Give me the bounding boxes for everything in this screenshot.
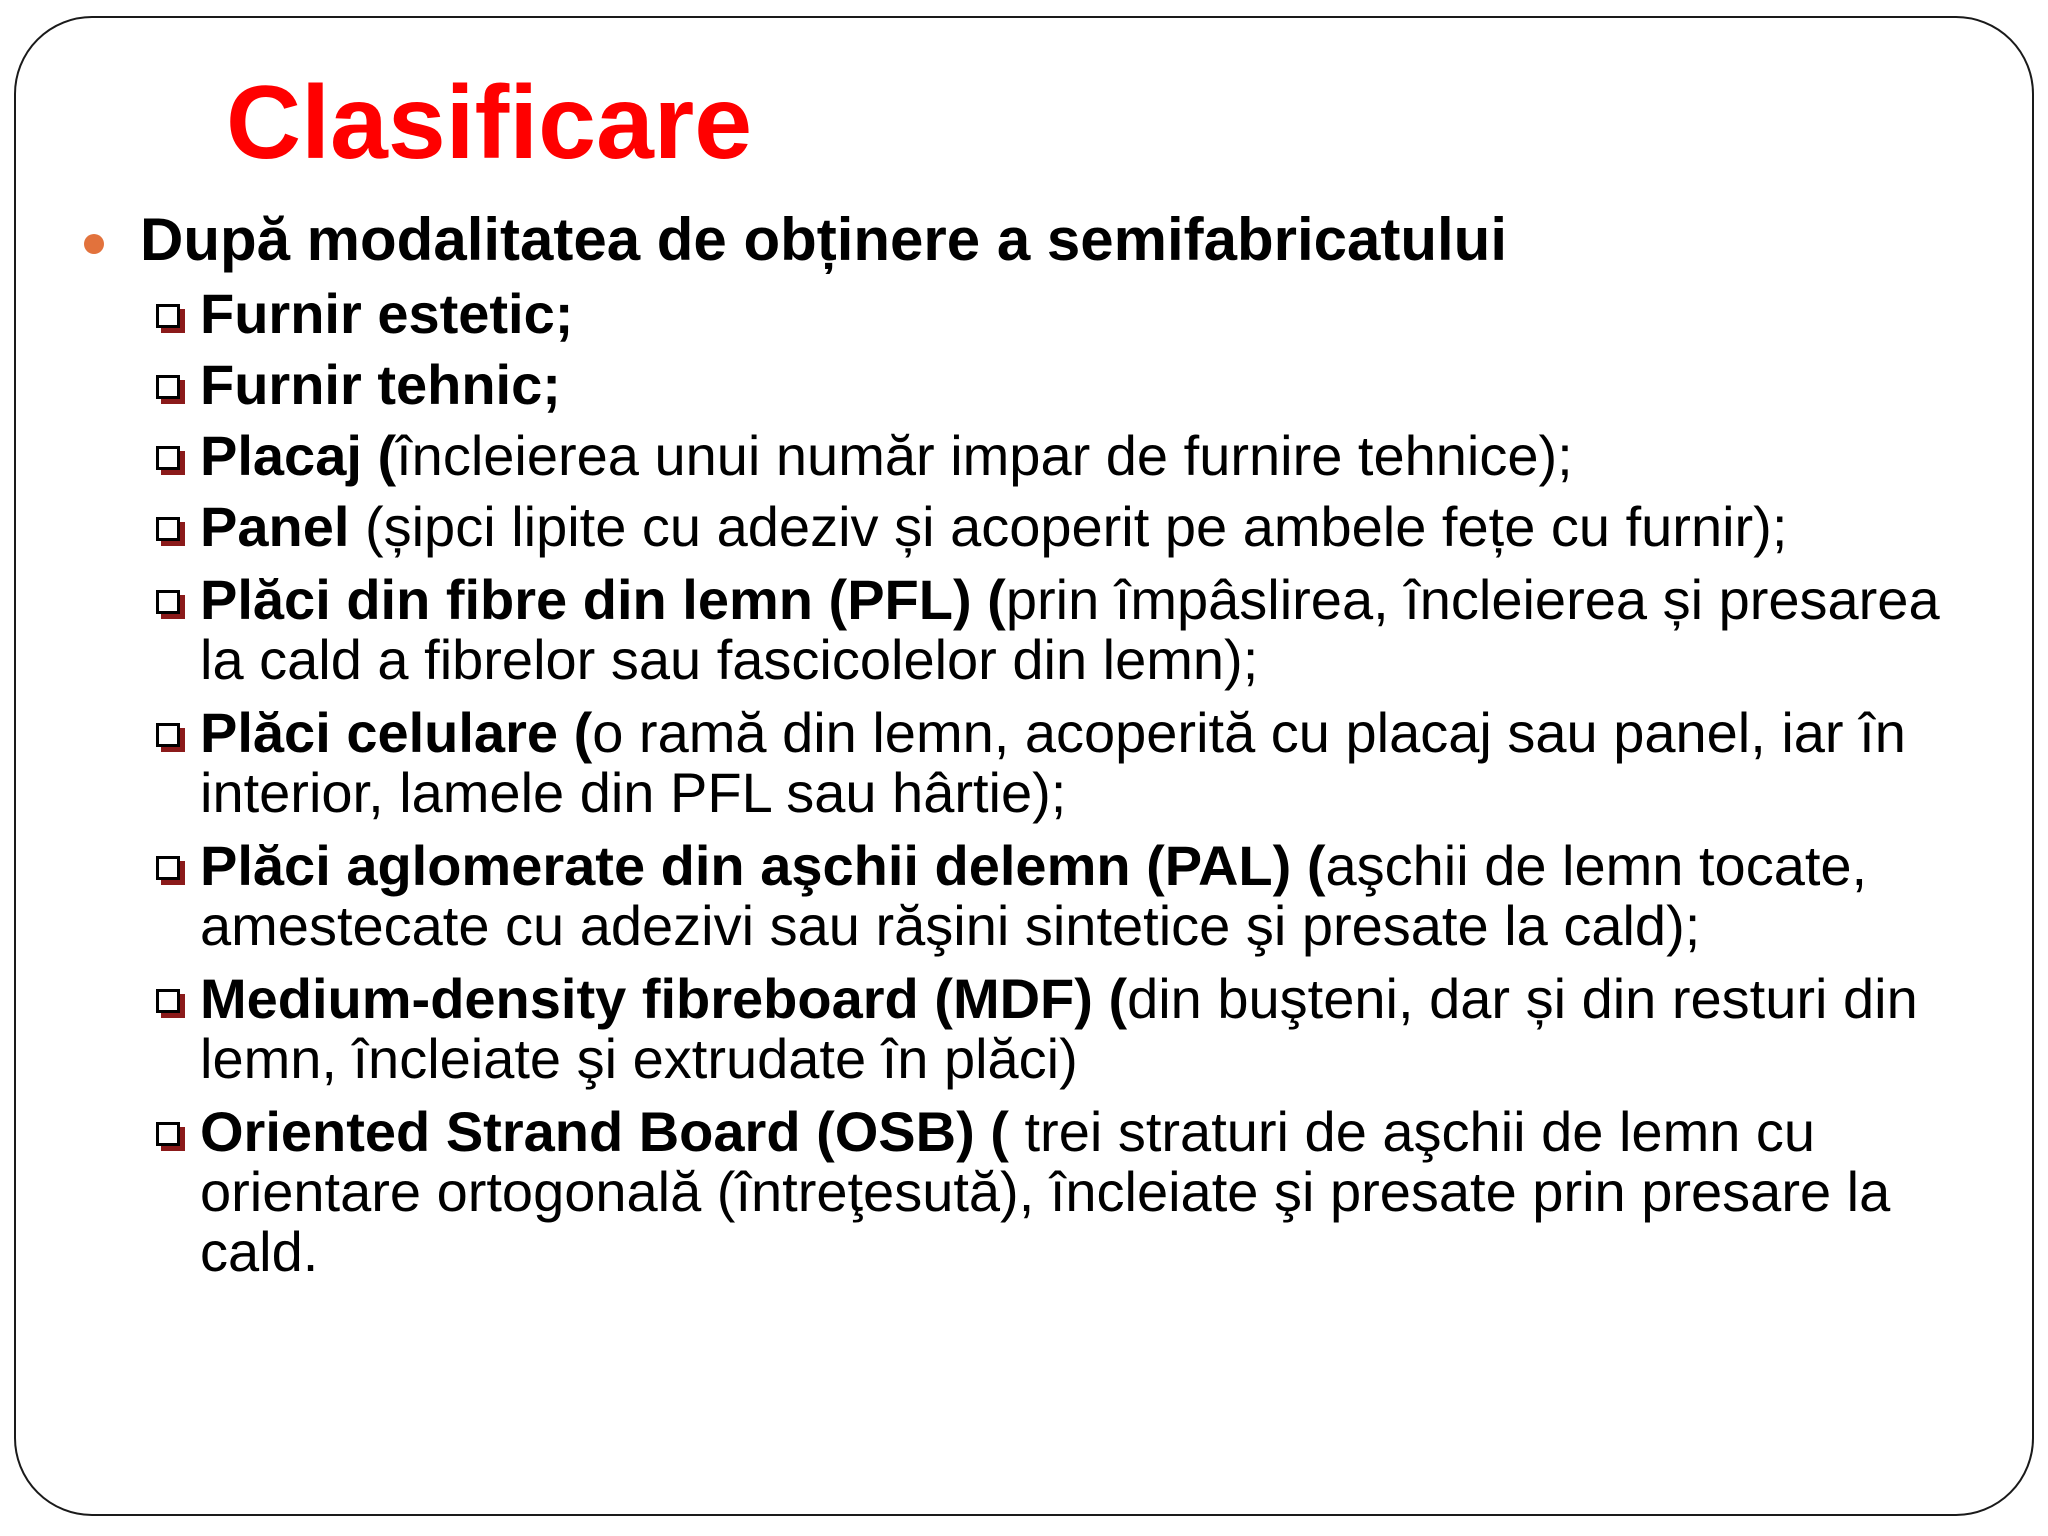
list-item	[152, 497, 1992, 557]
item-bold-text: Plăci aglomerate din aşchii delemn (PAL) (	[200, 834, 1326, 897]
slide-title: Clasificare	[226, 65, 753, 181]
checkbox-bullet-icon	[156, 723, 180, 747]
item-bold-text: Furnir estetic;	[200, 282, 574, 345]
list-item	[152, 703, 1992, 823]
main-bullet-text: După modalitatea de obținere a semifabricatului	[140, 206, 1507, 273]
item-bold-text: Plăci din fibre din lemn (PFL) (	[200, 568, 1006, 631]
list-item	[152, 1102, 1992, 1282]
item-text: (șipci lipite cu adeziv și acoperit pe ambele fețe cu furnir);	[364, 495, 1788, 558]
list-item	[152, 969, 1992, 1089]
checkbox-bullet-icon	[156, 446, 180, 470]
checkbox-bullet-icon	[156, 517, 180, 541]
item-bold-text: Panel	[200, 495, 365, 558]
checkbox-bullet-icon	[156, 590, 180, 614]
item-bold-text: Placaj (	[200, 424, 397, 487]
checkbox-bullet-icon	[156, 304, 180, 328]
list-item	[152, 284, 1992, 344]
item-text: din buşteni, dar și din resturi din lemn, încleiate şi extrudate în plăci)	[200, 967, 1918, 1090]
item-bold-text: Furnir tehnic;	[200, 353, 561, 416]
checkbox-bullet-icon	[156, 375, 180, 399]
checkbox-bullet-icon	[156, 989, 180, 1013]
checkbox-bullet-icon	[156, 856, 180, 880]
list-item	[152, 570, 1992, 690]
checkbox-bullet-icon	[156, 1122, 180, 1146]
item-text: încleierea unui număr impar de furnire tehnice);	[396, 424, 1573, 487]
list-item	[152, 426, 1992, 486]
item-bold-text: Oriented Strand Board (OSB) (	[200, 1100, 1025, 1163]
item-text: o ramă din lemn, acoperită cu placaj sau panel, iar în interior, lamele din PFL sau hârtie);	[200, 701, 1906, 824]
item-list	[152, 284, 1992, 1293]
bullet-dot-icon	[84, 234, 104, 254]
item-text: prin împâslirea, încleierea și presarea la cald a fibrelor sau fascicolelor din lemn);	[200, 568, 1940, 691]
list-item	[152, 355, 1992, 415]
item-bold-text: Medium-density fibreboard (MDF) (	[200, 967, 1128, 1030]
item-text: aşchii de lemn tocate, amestecate cu adezivi sau răşini sintetice şi presate la cald);	[200, 834, 1868, 957]
list-item	[152, 836, 1992, 956]
item-text: trei straturi de aşchii de lemn cu orientare ortogonală (întreţesută), încleiate şi presate prin presare la cald.	[200, 1100, 1891, 1283]
item-bold-text: Plăci celulare (	[200, 701, 593, 764]
